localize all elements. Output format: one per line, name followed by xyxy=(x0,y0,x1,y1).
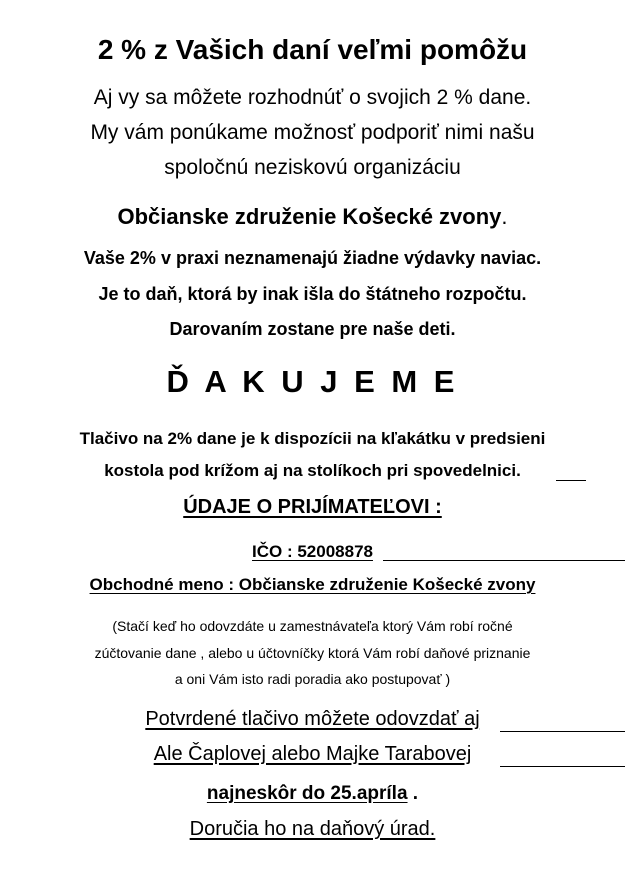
note-line-1: (Stačí keď ho odovzdáte u zamestnávateľa ktorý Vám robí ročné xyxy=(112,618,513,634)
recipient-ico: IČO : 52008878 xyxy=(252,542,373,561)
note-line-3: a oni Vám isto radi poradia ako postupovať ) xyxy=(174,671,451,687)
form-info-underline xyxy=(556,480,586,481)
submission-line-1: Potvrdené tlačivo môžete odovzdať aj xyxy=(145,708,480,730)
intro-line-1: Aj vy sa môžete rozhodnúť o svojich 2 % dane. xyxy=(93,86,532,109)
thanks-title: Ď A K U J E M E xyxy=(166,364,459,399)
submission-deadline-line xyxy=(0,783,625,805)
recipient-title: ÚDAJE O PRIJÍMATEĽOVI : xyxy=(183,496,442,518)
submission-line-4: Doručia ho na daňový úrad. xyxy=(189,818,436,840)
organization-name: Občianske združenie Košecké zvony xyxy=(117,204,502,229)
benefit-line-3: Darovaním zostane pre naše deti. xyxy=(169,319,456,339)
intro-line-2: My vám ponúkame možnosť podporiť nimi našu xyxy=(90,121,535,144)
flyer-heading: 2 % z Vašich daní veľmi pomôžu xyxy=(97,34,528,65)
recipient-business-name: Obchodné meno : Občianske združenie Košecké zvony xyxy=(89,575,536,594)
ico-underline xyxy=(383,560,625,561)
form-info-line-1: Tlačivo na 2% dane je k dispozícii na kľakátku v predsieni xyxy=(79,429,546,448)
note-line-2: zúčtovanie dane , alebo u účtovníčky ktorá Vám robí daňové priznanie xyxy=(94,645,531,661)
submission-deadline-suffix: . xyxy=(407,783,419,804)
submission-deadline: najneskôr do 25.apríla xyxy=(206,783,408,804)
submission-line-2-rule xyxy=(500,766,625,767)
benefit-line-1: Vaše 2% v praxi neznamenajú žiadne výdavky naviac. xyxy=(83,248,542,268)
form-info-line-2: kostola pod krížom aj na stolíkoch pri spovedelnici. xyxy=(104,461,521,480)
submission-line-1-rule xyxy=(500,731,625,732)
organization-line xyxy=(0,204,625,230)
benefit-line-2: Je to daň, ktorá by inak išla do štátneho rozpočtu. xyxy=(98,284,527,304)
intro-line-3: spoločnú neziskovú organizáciu xyxy=(164,156,461,179)
submission-line-2: Ale Čaplovej alebo Majke Tarabovej xyxy=(153,743,472,765)
organization-period: . xyxy=(501,204,508,229)
